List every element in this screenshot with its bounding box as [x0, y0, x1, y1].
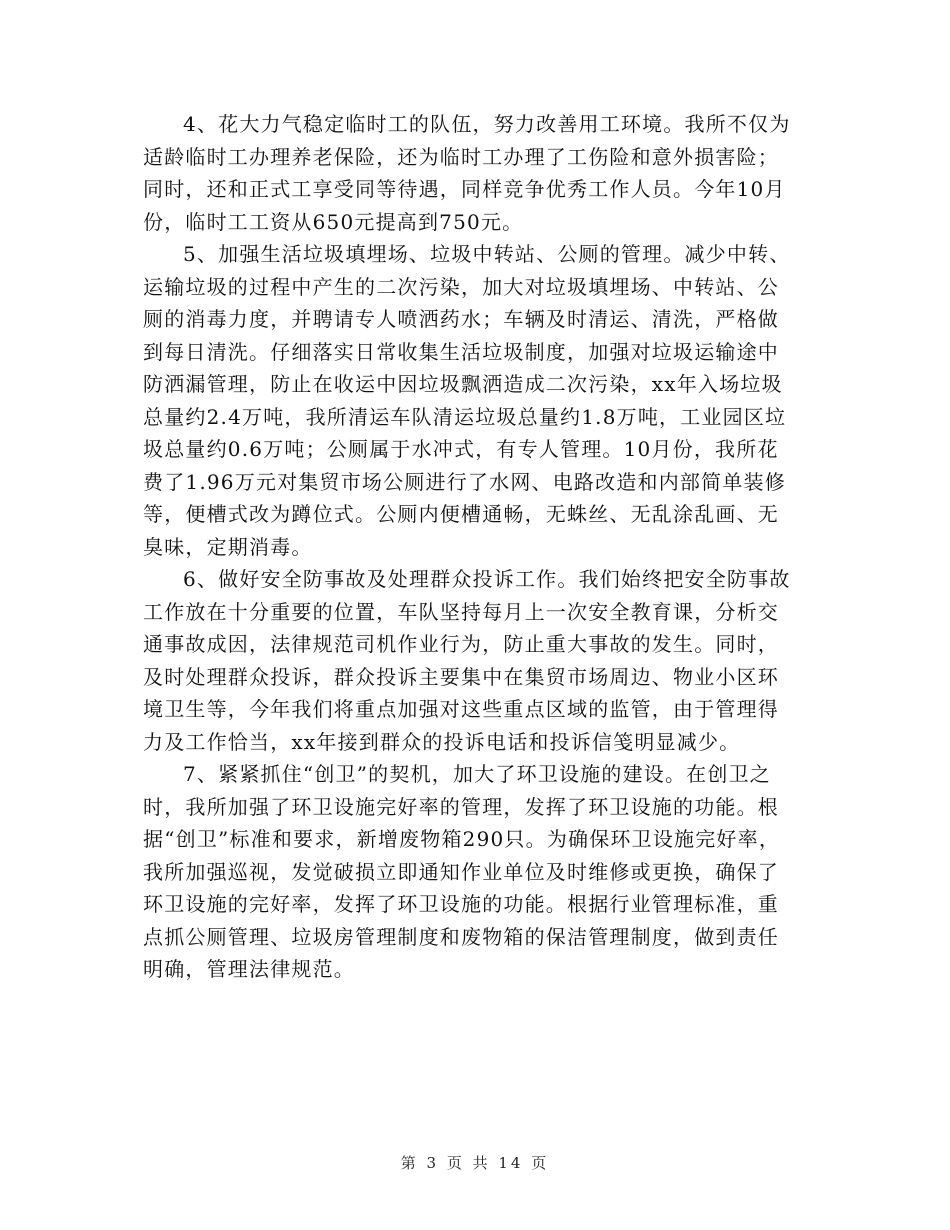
text-line: 费了1.96万元对集贸市场公厕进行了水网、电路改造和内部简单装修: [143, 469, 786, 494]
text-line: 份，临时工工资从650元提高到750元。: [143, 209, 524, 234]
text-line: 时，我所加强了环卫设施完好率的管理，发挥了环卫设施的功能。根: [143, 794, 779, 819]
text-line: 环卫设施的完好率，发挥了环卫设施的功能。根据行业管理标准，重: [143, 892, 779, 916]
text-line: 力及工作恰当，xx年接到群众的投诉电话和投诉信笺明显减少。: [143, 729, 741, 754]
paragraph-5: [143, 238, 811, 563]
text-line: 点抓公厕管理、垃圾房管理制度和废物箱的保洁管理制度，做到责任: [143, 924, 779, 949]
text-line: 5、加强生活垃圾填埋场、垃圾中转站、公厕的管理。减少中转、: [183, 242, 791, 266]
text-line: 臭味，定期消毒。: [143, 534, 313, 559]
text-line: 据“创卫”标准和要求，新增废物箱290只。为确保环卫设施完好率，: [143, 827, 781, 851]
text-line: 运输垃圾的过程中产生的二次污染，加大对垃圾填埋场、中转站、公: [143, 274, 779, 299]
text-line: 同时，还和正式工享受同等待遇，同样竞争优秀工作人员。今年10月: [143, 177, 786, 201]
text-line: 防洒漏管理，防止在收运中因垃圾飘洒造成二次污染，xx年入场垃圾: [143, 372, 783, 396]
paragraph-6: [143, 563, 811, 758]
text-line: 圾总量约0.6万吨；公厕属于水冲式，有专人管理。10月份，我所花: [143, 437, 779, 461]
text-line: 7、紧紧抓住“创卫”的契机，加大了环卫设施的建设。在创卫之: [183, 762, 771, 786]
text-line: 明确，管理法律规范。: [143, 957, 355, 981]
text-line: 总量约2.4万吨，我所清运车队清运垃圾总量约1.8万吨，工业园区垃: [143, 404, 787, 429]
text-line: 适龄临时工办理养老保险，还为临时工办理了工伤险和意外损害险；: [143, 144, 779, 169]
text-line: 通事故成因，法律规范司机作业行为，防止重大事故的发生。同时，: [143, 632, 779, 656]
document-body: [143, 108, 811, 986]
text-line: 及时处理群众投诉，群众投诉主要集中在集贸市场周边、物业小区环: [143, 664, 779, 689]
text-line: 厕的消毒力度，并聘请专人喷洒药水；车辆及时清运、清洗，严格做: [143, 307, 779, 331]
text-line: 我所加强巡视，发觉破损立即通知作业单位及时维修或更换，确保了: [143, 859, 779, 884]
text-line: 6、做好安全防事故及处理群众投诉工作。我们始终把安全防事故: [183, 567, 791, 591]
page-number-footer: 第 3 页 共 14 页: [400, 1154, 550, 1172]
text-line: 工作放在十分重要的位置，车队坚持每月上一次安全教育课，分析交: [143, 599, 779, 624]
text-line: 到每日清洗。仔细落实日常收集生活垃圾制度，加强对垃圾运输途中: [143, 339, 779, 364]
text-line: 等，便槽式改为蹲位式。公厕内便槽通畅，无蛛丝、无乱涂乱画、无: [143, 502, 779, 526]
paragraph-7: [143, 758, 811, 986]
paragraph-4: [143, 108, 811, 238]
text-line: 4、花大力气稳定临时工的队伍，努力改善用工环境。我所不仅为: [183, 112, 791, 136]
text-line: 境卫生等，今年我们将重点加强对这些重点区域的监管，由于管理得: [143, 697, 779, 721]
